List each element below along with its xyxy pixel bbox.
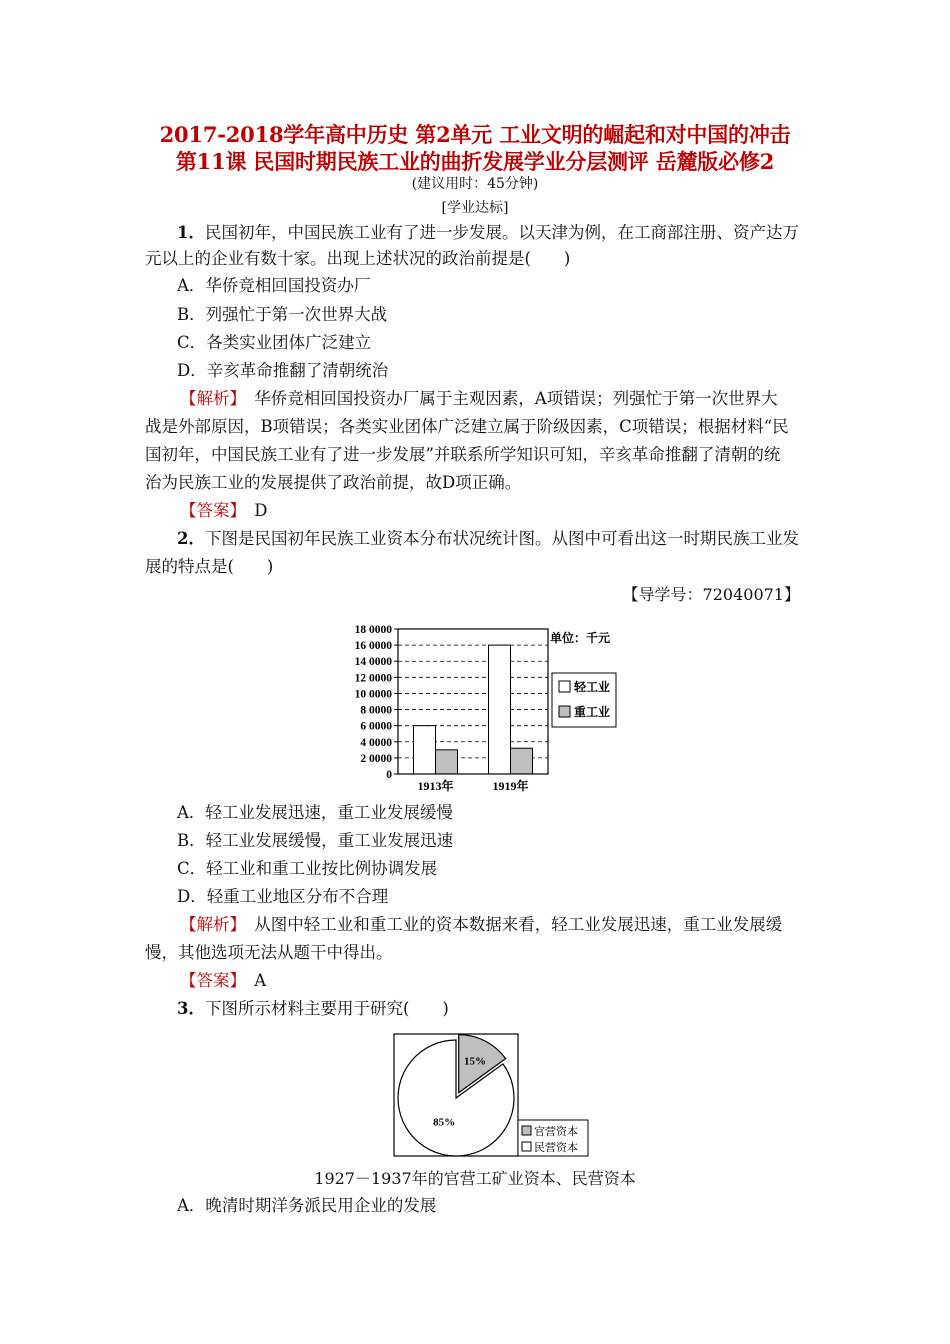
bar-heavy-industry xyxy=(436,750,458,774)
q1-analysis-label: 【解析】 xyxy=(180,389,238,408)
q2-option-b: B．轻工业发展缓慢，重工业发展迅速 xyxy=(177,831,454,850)
capital-bar-chart xyxy=(340,615,630,797)
legend-heavy-swatch xyxy=(559,706,570,717)
legend-private-label: 民营资本 xyxy=(534,1142,578,1154)
q2-stem-text: 下图是民国初年民族工业资本分布状况统计图。从图中可看出这一时期民族工业发 xyxy=(204,529,799,548)
doc-title-line2: 第11课 民国时期民族工业的曲折发展学业分层测评 岳麓版必修2 xyxy=(175,149,775,174)
bar-light-industry xyxy=(414,726,436,774)
pie-slice-label: 85% xyxy=(433,1116,456,1129)
q1-number: 1． xyxy=(177,223,205,242)
q3-chart-caption: 1927－1937年的官营工矿业资本、民营资本 xyxy=(314,1169,636,1188)
y-tick-label: 8 0000 xyxy=(360,704,392,717)
q1-analysis-line3: 国初年，中国民族工业有了进一步发展”并联系所学知识可知，辛亥革命推翻了清朝的统 xyxy=(145,445,781,464)
legend-light-swatch xyxy=(559,681,570,692)
q2-guide-number: 【导学号：72040071】 xyxy=(622,585,800,604)
q2-analysis-line2: 慢，其他选项无法从题干中得出。 xyxy=(145,943,393,962)
pie-slice-label: 15% xyxy=(464,1055,487,1068)
capital-pie-chart xyxy=(393,1033,593,1159)
bar-heavy-industry xyxy=(511,748,533,774)
q2-answer-label: 【答案】 xyxy=(180,971,238,990)
q3-stem-line xyxy=(177,996,449,1022)
q1-analysis-line1 xyxy=(180,386,778,412)
q2-stem-line1 xyxy=(177,526,799,552)
q2-option-d: D．轻重工业地区分布不合理 xyxy=(177,887,389,906)
y-tick-label: 0 xyxy=(386,769,392,781)
q2-stem-line2: 展的特点是( ) xyxy=(145,557,274,576)
chart-unit-label: 单位：千元 xyxy=(550,631,611,645)
q1-analysis-line2: 战是外部原因，B项错误；各类实业团体广泛建立属于阶级因素，C项错误；根据材料“民 xyxy=(145,417,789,436)
q1-stem-line1 xyxy=(177,220,799,246)
x-tick-label: 1919年 xyxy=(492,779,529,793)
q3-option-a: A．晚清时期洋务派民用企业的发展 xyxy=(177,1196,437,1215)
x-tick-label: 1913年 xyxy=(417,779,454,793)
q1-option-b: B．列强忙于第一次世界大战 xyxy=(177,305,388,324)
q1-analysis-line4: 治为民族工业的发展提供了政治前提，故D项正确。 xyxy=(145,473,522,492)
q2-option-c: C．轻工业和重工业按比例协调发展 xyxy=(177,859,438,878)
q1-answer-value: D xyxy=(237,501,268,520)
y-tick-label: 2 0000 xyxy=(360,752,392,765)
section-heading: [学业达标] xyxy=(441,200,509,216)
y-tick-label: 14 0000 xyxy=(354,656,392,669)
q1-stem-line2: 元以上的企业有数十家。出现上述状况的政治前提是( ) xyxy=(145,249,571,268)
y-tick-label: 12 0000 xyxy=(354,672,392,685)
legend-heavy-label: 重工业 xyxy=(574,705,611,719)
q1-answer-label: 【答案】 xyxy=(180,501,238,520)
q3-number: 3． xyxy=(177,999,205,1018)
q1-option-c: C．各类实业团体广泛建立 xyxy=(177,333,372,352)
y-tick-label: 4 0000 xyxy=(360,736,392,749)
q1-answer-line xyxy=(180,498,267,524)
q2-answer-line xyxy=(180,968,266,994)
y-tick-label: 6 0000 xyxy=(360,720,392,733)
legend-light-label: 轻工业 xyxy=(574,680,611,694)
legend-state-swatch xyxy=(522,1126,531,1135)
q2-analysis-line1 xyxy=(180,912,782,938)
y-tick-label: 10 0000 xyxy=(354,688,392,701)
q1-analysis-text: 华侨竞相回国投资办厂属于主观因素，A项错误；列强忙于第一次世界大 xyxy=(237,389,778,408)
doc-title-line1: 2017-2018学年高中历史 第2单元 工业文明的崛起和对中国的冲击 xyxy=(159,122,791,147)
q3-stem-text: 下图所示材料主要用于研究( ) xyxy=(204,999,449,1018)
y-tick-label: 16 0000 xyxy=(354,640,392,653)
q2-number: 2． xyxy=(177,529,205,548)
q2-analysis-text: 从图中轻工业和重工业的资本数据来看，轻工业发展迅速，重工业发展缓 xyxy=(237,915,783,934)
q2-option-a: A．轻工业发展迅速，重工业发展缓慢 xyxy=(177,803,453,822)
q2-analysis-label: 【解析】 xyxy=(180,915,238,934)
suggested-time: (建议用时：45分钟) xyxy=(411,176,539,192)
q1-option-a: A．华侨竞相回国投资办厂 xyxy=(177,276,371,295)
bar-light-industry xyxy=(489,645,511,774)
legend-private-swatch xyxy=(522,1142,531,1151)
q1-stem-text: 民国初年，中国民族工业有了进一步发展。以天津为例，在工商部注册、资产达万 xyxy=(204,223,799,242)
legend-state-label: 官营资本 xyxy=(534,1126,578,1138)
y-tick-label: 18 0000 xyxy=(354,624,392,636)
q1-option-d: D．辛亥革命推翻了清朝统治 xyxy=(177,361,389,380)
q2-answer-value: A xyxy=(237,971,267,990)
